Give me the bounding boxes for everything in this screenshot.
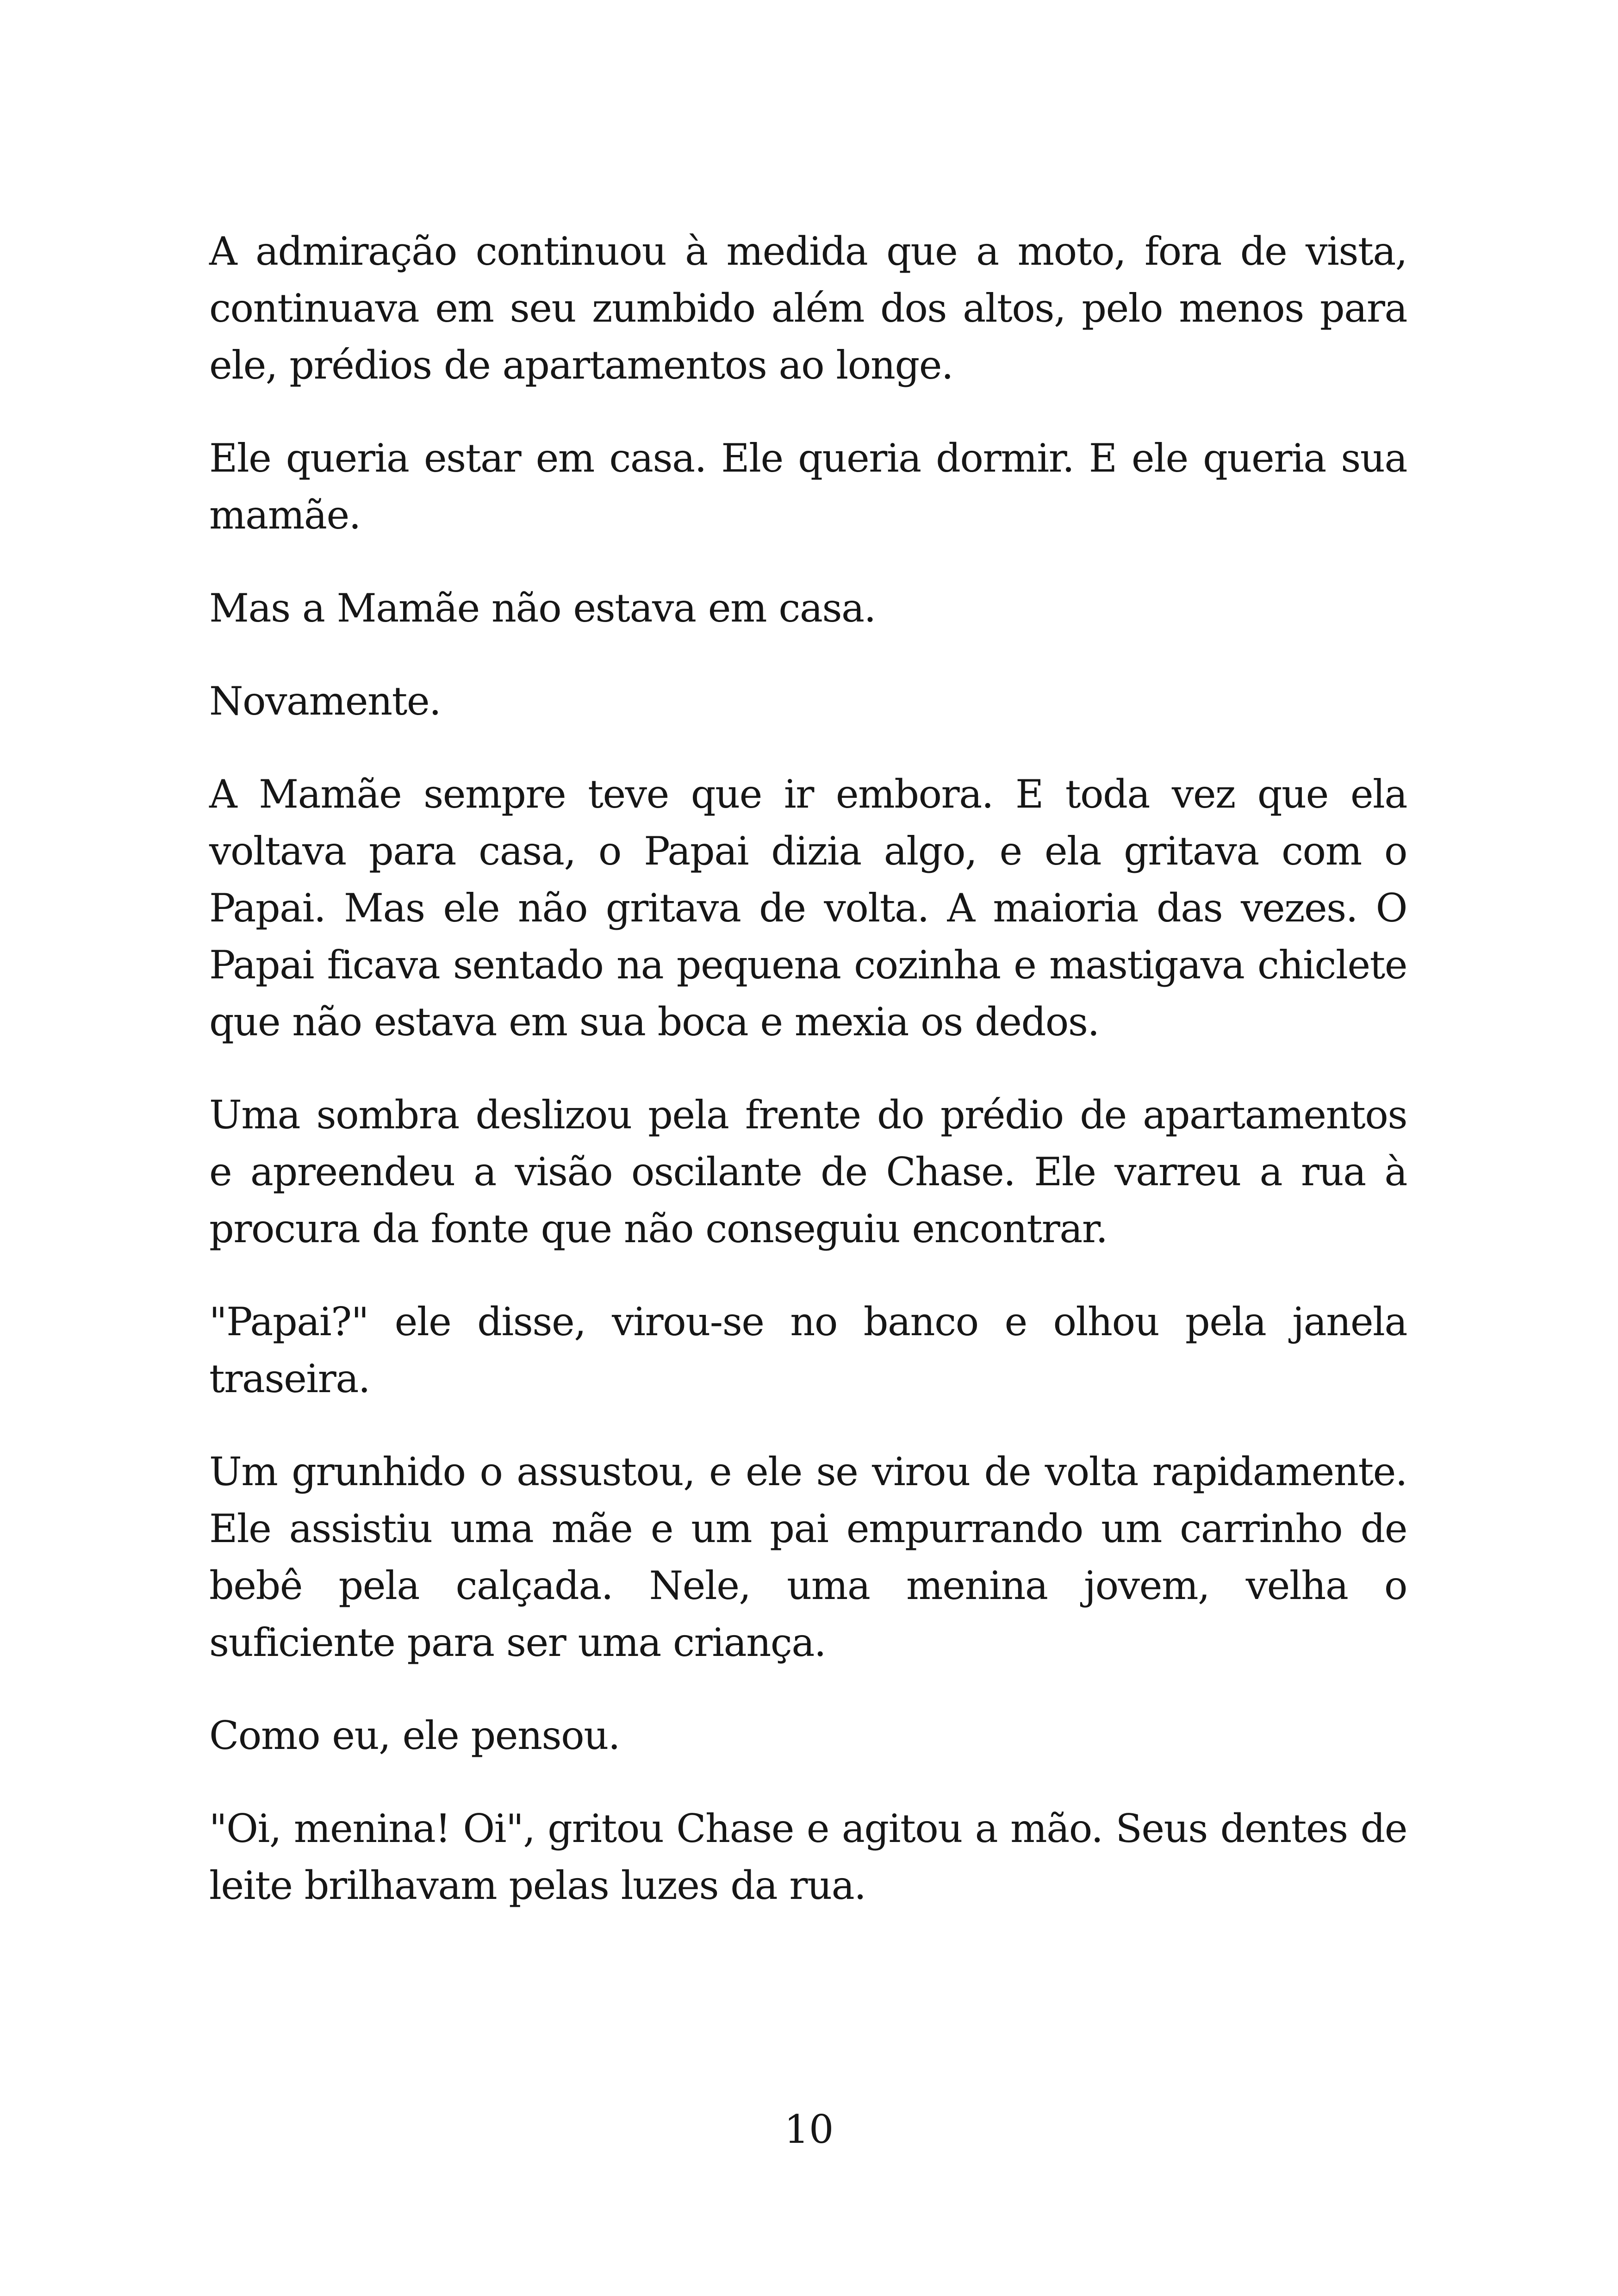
paragraph-1: A admiração continuou à medida que a moto, fora de vista, continuava em seu zumbido além dos altos, pelo menos para ele, prédios de apartamentos ao longe. [209, 229, 1407, 388]
paragraph-4: Novamente. [209, 678, 441, 724]
paragraph-6: Uma sombra deslizou pela frente do prédio de apartamentos e apreendeu a visão oscilante de Chase. Ele varreu a rua à procura da fonte que não conseguiu encontrar. [209, 1092, 1407, 1251]
paragraph-8: Um grunhido o assustou, e ele se virou de volta rapidamente. Ele assistiu uma mãe e um pai empurrando um carrinho de bebê pela calçada. Nele, uma menina jovem, velha o suficiente para ser uma criança. [209, 1449, 1407, 1665]
paragraph-9: Como eu, ele pensou. [209, 1713, 620, 1758]
paragraph-5: A Mamãe sempre teve que ir embora. E toda vez que ela voltava para casa, o Papai dizia algo, e ela gritava com o Papai. Mas ele não gritava de volta. A maioria das vezes. O Papai ficava sentado na pequena cozinha e mastigava chiclete que não estava em sua boca e mexia os dedos. [209, 772, 1407, 1045]
page-number: 10 [784, 2107, 834, 2152]
paragraph-10: "Oi, menina! Oi", gritou Chase e agitou a mão. Seus dentes de leite brilhavam pelas luzes da rua. [209, 1806, 1407, 1908]
paragraph-2: Ele queria estar em casa. Ele queria dormir. E ele queria sua mamãe. [209, 436, 1407, 538]
paragraph-7: "Papai?" ele disse, virou-se no banco e olhou pela janela traseira. [209, 1299, 1407, 1401]
paragraph-3: Mas a Mamãe não estava em casa. [209, 585, 876, 631]
body-text [209, 223, 1407, 1950]
